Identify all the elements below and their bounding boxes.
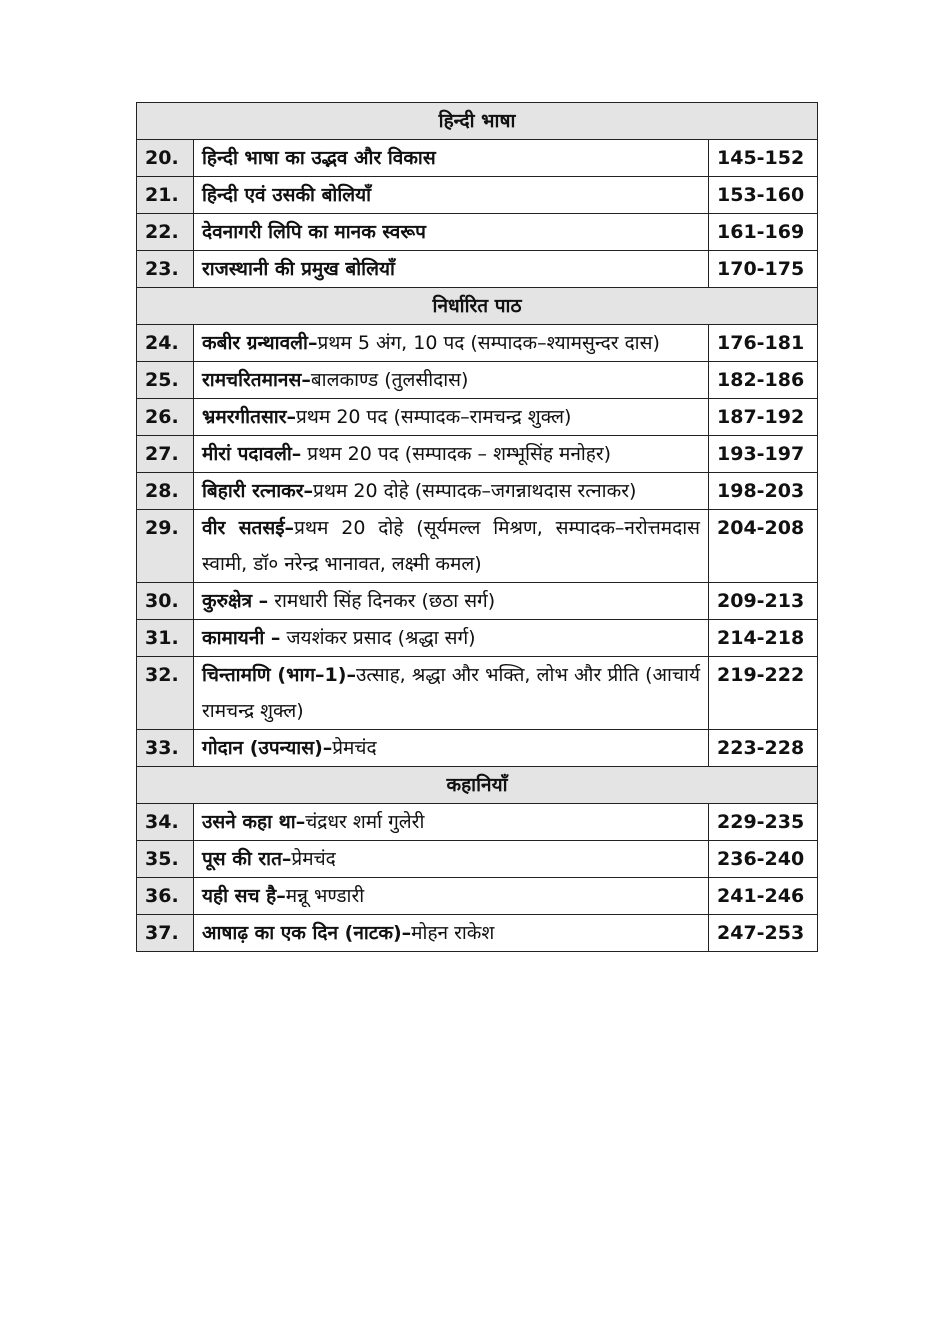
page-range: 153-160 <box>709 177 818 214</box>
row-number: 25. <box>137 362 194 399</box>
row-number: 32. <box>137 657 194 730</box>
title-bold: आषाढ़ का एक दिन (नाटक)– <box>202 922 412 944</box>
title-bold: देवनागरी लिपि का मानक स्वरूप <box>202 221 426 243</box>
row-number: 35. <box>137 841 194 878</box>
contents-table-body <box>137 103 818 952</box>
section-heading-row <box>137 103 818 140</box>
section-heading: निर्धारित पाठ <box>137 288 818 325</box>
page-range: 187-192 <box>709 399 818 436</box>
section-heading-row <box>137 767 818 804</box>
page-range: 198-203 <box>709 473 818 510</box>
section-heading-row <box>137 288 818 325</box>
page-range: 223-228 <box>709 730 818 767</box>
page-range: 193-197 <box>709 436 818 473</box>
title-bold: कामायनी – <box>202 627 281 649</box>
row-number: 27. <box>137 436 194 473</box>
table-row <box>137 730 818 767</box>
title-bold: यही सच है– <box>202 885 286 907</box>
page-range: 241-246 <box>709 878 818 915</box>
row-title <box>194 399 709 436</box>
row-number: 33. <box>137 730 194 767</box>
page-range: 204-208 <box>709 510 818 583</box>
title-bold: कुरुक्षेत्र – <box>202 590 269 612</box>
contents-table <box>136 102 818 952</box>
row-title <box>194 436 709 473</box>
row-number: 21. <box>137 177 194 214</box>
title-detail: रामधारी सिंह दिनकर (छठा सर्ग) <box>268 590 496 612</box>
row-number: 36. <box>137 878 194 915</box>
table-row <box>137 436 818 473</box>
row-title <box>194 915 709 952</box>
row-number: 37. <box>137 915 194 952</box>
row-number: 28. <box>137 473 194 510</box>
table-row <box>137 510 818 583</box>
title-bold: भ्रमरगीतसार– <box>202 406 296 428</box>
title-bold: गोदान (उपन्यास)– <box>202 737 333 759</box>
title-detail: प्रेमचंद <box>291 848 336 870</box>
page-range: 145-152 <box>709 140 818 177</box>
page-range: 170-175 <box>709 251 818 288</box>
table-row <box>137 583 818 620</box>
title-bold: वीर सतसई– <box>202 517 295 539</box>
row-number: 29. <box>137 510 194 583</box>
title-detail: प्रथम 20 पद (सम्पादक–रामचन्द्र शुक्ल) <box>295 406 572 428</box>
title-bold: पूस की रात– <box>202 848 292 870</box>
row-number: 26. <box>137 399 194 436</box>
page-range: 209-213 <box>709 583 818 620</box>
table-row <box>137 620 818 657</box>
page-range: 229-235 <box>709 804 818 841</box>
page-range: 214-218 <box>709 620 818 657</box>
title-detail: मोहन राकेश <box>411 922 495 944</box>
page-range: 161-169 <box>709 214 818 251</box>
table-row <box>137 804 818 841</box>
title-detail: प्रथम 20 दोहे (सूर्यमल्ल मिश्रण, सम्पादक–नरोत्तमदास स्वामी, डॉ० नरेन्द्र भानावत, लक्ष्मी कमल) <box>202 517 700 575</box>
row-number: 20. <box>137 140 194 177</box>
row-number: 34. <box>137 804 194 841</box>
row-number: 31. <box>137 620 194 657</box>
row-title <box>194 804 709 841</box>
row-title <box>194 878 709 915</box>
title-detail: प्रथम 20 पद (सम्पादक – शम्भूसिंह मनोहर) <box>301 443 612 465</box>
row-number: 30. <box>137 583 194 620</box>
page-range: 219-222 <box>709 657 818 730</box>
page-range: 176-181 <box>709 325 818 362</box>
table-row <box>137 657 818 730</box>
row-title <box>194 362 709 399</box>
title-bold: कबीर ग्रन्थावली– <box>202 332 318 354</box>
title-detail: जयशंकर प्रसाद (श्रद्धा सर्ग) <box>280 627 476 649</box>
table-row <box>137 473 818 510</box>
table-row <box>137 214 818 251</box>
row-title <box>194 620 709 657</box>
title-detail: उत्साह, श्रद्धा और भक्ति, लोभ और प्रीति (आचार्य रामचन्द्र शुक्ल) <box>202 664 700 722</box>
table-row <box>137 878 818 915</box>
page-range: 182-186 <box>709 362 818 399</box>
title-bold: बिहारी रत्नाकर– <box>202 480 314 502</box>
row-title <box>194 583 709 620</box>
row-title <box>194 657 709 730</box>
title-bold: रामचरितमानस– <box>202 369 311 391</box>
section-heading: हिन्दी भाषा <box>137 103 818 140</box>
page-range: 236-240 <box>709 841 818 878</box>
title-detail: प्रेमचंद <box>332 737 377 759</box>
row-title <box>194 214 709 251</box>
section-heading: कहानियाँ <box>137 767 818 804</box>
table-row <box>137 325 818 362</box>
table-row <box>137 140 818 177</box>
row-title <box>194 473 709 510</box>
page-range: 247-253 <box>709 915 818 952</box>
row-number: 24. <box>137 325 194 362</box>
table-row <box>137 915 818 952</box>
title-detail: प्रथम 5 अंग, 10 पद (सम्पादक–श्यामसुन्दर दास) <box>317 332 660 354</box>
title-detail: चंद्रधर शर्मा गुलेरी <box>305 811 425 833</box>
row-number: 23. <box>137 251 194 288</box>
table-row <box>137 362 818 399</box>
row-title <box>194 251 709 288</box>
table-row <box>137 399 818 436</box>
row-title <box>194 140 709 177</box>
title-bold: हिन्दी एवं उसकी बोलियाँ <box>202 184 372 206</box>
row-title <box>194 510 709 583</box>
row-number: 22. <box>137 214 194 251</box>
title-bold: उसने कहा था– <box>202 811 306 833</box>
title-detail: प्रथम 20 दोहे (सम्पादक–जगन्नाथदास रत्नाकर) <box>313 480 637 502</box>
title-bold: चिन्तामणि (भाग–1)– <box>202 664 356 686</box>
table-row <box>137 841 818 878</box>
table-row <box>137 177 818 214</box>
title-bold: राजस्थानी की प्रमुख बोलियाँ <box>202 258 395 280</box>
row-title <box>194 730 709 767</box>
row-title <box>194 325 709 362</box>
table-row <box>137 251 818 288</box>
title-bold: हिन्दी भाषा का उद्भव और विकास <box>202 147 436 169</box>
row-title <box>194 177 709 214</box>
title-detail: मन्नू भण्डारी <box>285 885 365 907</box>
title-detail: बालकाण्ड (तुलसीदास) <box>310 369 469 391</box>
title-bold: मीरां पदावली– <box>202 443 302 465</box>
row-title <box>194 841 709 878</box>
